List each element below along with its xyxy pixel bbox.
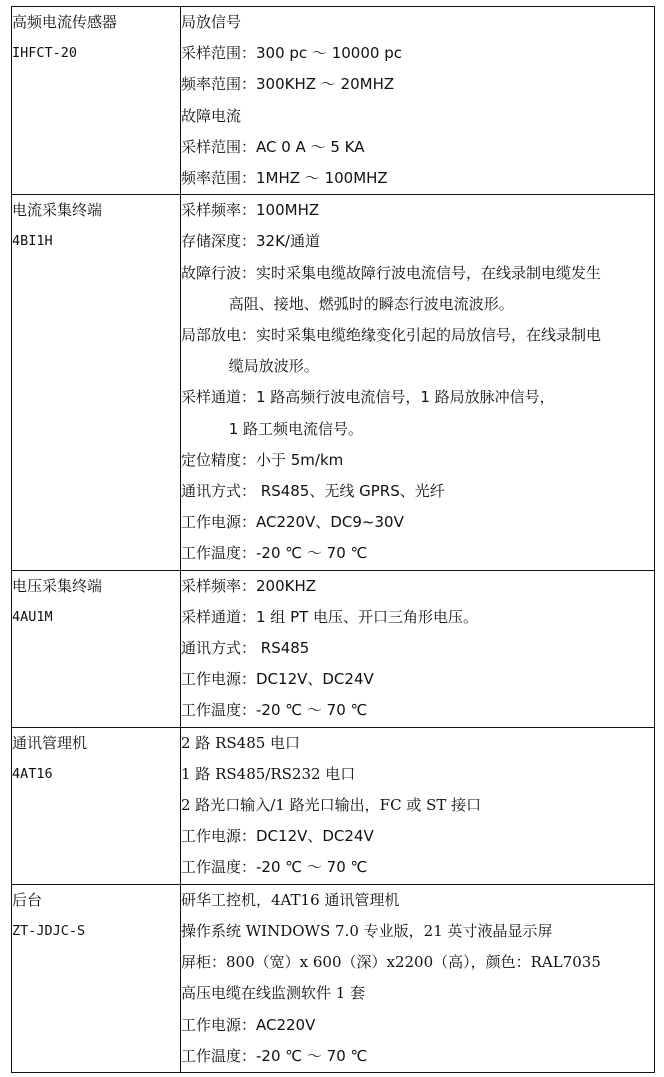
spec-line: 采样频率：200KHZ bbox=[181, 576, 317, 595]
spec-cell bbox=[181, 195, 655, 570]
device-cell bbox=[12, 884, 181, 1072]
spec-line: 局部放电：实时采集电缆绝缘变化引起的局放信号，在线录制电 bbox=[181, 326, 602, 345]
spec-cell bbox=[181, 727, 655, 884]
spec-cell bbox=[181, 570, 655, 727]
device-cell bbox=[12, 727, 181, 884]
device-model: 4AU1M bbox=[12, 608, 53, 625]
device-name: 通讯管理机 bbox=[12, 733, 88, 752]
spec-line: 屏柜：800（宽）x 600（深）x2200（高），颜色：RAL7035 bbox=[181, 953, 601, 972]
spec-cell bbox=[181, 7, 655, 195]
spec-line: 频率范围：1MHZ ～ 100MHZ bbox=[181, 169, 388, 188]
spec-line: 工作电源：DC12V、DC24V bbox=[181, 670, 374, 689]
device-name: 后台 bbox=[12, 890, 43, 909]
spec-line: 局放信号 bbox=[181, 13, 242, 31]
spec-line: 采样频率：100MHZ bbox=[181, 201, 320, 220]
table-row bbox=[12, 7, 655, 195]
spec-cell bbox=[181, 884, 655, 1072]
spec-line: 2 路 RS485 电口 bbox=[181, 733, 301, 752]
spec-line: 研华工控机，4AT16 通讯管理机 bbox=[181, 890, 400, 909]
spec-line: 采样范围：300 pc ～ 10000 pc bbox=[181, 44, 402, 63]
spec-line: 工作电源：AC220V、DC9~30V bbox=[181, 513, 404, 532]
spec-line: 工作温度：-20 ℃ ～ 70 ℃ bbox=[181, 544, 368, 563]
device-name: 高频电流传感器 bbox=[12, 13, 118, 31]
device-model: IHFCT-20 bbox=[12, 45, 78, 62]
table-row bbox=[12, 884, 655, 1072]
spec-table bbox=[11, 6, 655, 1073]
spec-line: 采样范围：AC 0 A ～ 5 KA bbox=[181, 137, 365, 156]
spec-line: 工作电源：AC220V bbox=[181, 1015, 316, 1034]
spec-line: 故障行波：实时采集电缆故障行波电流信号，在线录制电缆发生 bbox=[181, 263, 602, 282]
device-name: 电流采集终端 bbox=[12, 201, 103, 220]
device-model: 4BI1H bbox=[12, 233, 53, 250]
device-name: 电压采集终端 bbox=[12, 576, 103, 595]
device-model: ZT-JDJC-S bbox=[12, 922, 86, 939]
spec-line: 工作电源：DC12V、DC24V bbox=[181, 827, 374, 846]
spec-line: 操作系统 WINDOWS 7.0 专业版，21 英寸液晶显示屏 bbox=[181, 921, 553, 940]
spec-line: 通讯方式： RS485 bbox=[181, 639, 310, 658]
spec-line: 缆局放波形。 bbox=[181, 357, 319, 376]
spec-line: 通讯方式： RS485、无线 GPRS、光纤 bbox=[181, 482, 445, 501]
table-row bbox=[12, 195, 655, 570]
spec-table-body bbox=[12, 7, 655, 1073]
spec-line: 故障电流 bbox=[181, 106, 242, 125]
table-row bbox=[12, 727, 655, 884]
spec-line: 存储深度：32K/通道 bbox=[181, 232, 320, 251]
spec-line: 工作温度：-20 ℃ ～ 70 ℃ bbox=[181, 701, 368, 720]
spec-line: 高阻、接地、燃弧时的瞬态行波电流波形。 bbox=[181, 294, 514, 313]
device-cell bbox=[12, 7, 181, 195]
spec-line: 采样通道：1 组 PT 电压、开口三角形电压。 bbox=[181, 607, 479, 626]
spec-line: 频率范围：300KHZ ～ 20MHZ bbox=[181, 75, 395, 94]
spec-line: 高压电缆在线监测软件 1 套 bbox=[181, 984, 366, 1003]
spec-line: 定位精度：小于 5m/km bbox=[181, 450, 344, 469]
device-cell bbox=[12, 195, 181, 570]
spec-line: 工作温度：-20 ℃ ～ 70 ℃ bbox=[181, 1046, 368, 1065]
device-cell bbox=[12, 570, 181, 727]
spec-line: 采样通道：1 路高频行波电流信号，1 路局放脉冲信号， bbox=[181, 388, 555, 407]
spec-line: 1 路工频电流信号。 bbox=[181, 419, 363, 438]
spec-line: 2 路光口输入/1 路光口输出，FC 或 ST 接口 bbox=[181, 796, 482, 815]
spec-line: 工作温度：-20 ℃ ～ 70 ℃ bbox=[181, 858, 368, 877]
table-row bbox=[12, 570, 655, 727]
device-model: 4AT16 bbox=[12, 765, 53, 782]
spec-line: 1 路 RS485/RS232 电口 bbox=[181, 764, 356, 783]
